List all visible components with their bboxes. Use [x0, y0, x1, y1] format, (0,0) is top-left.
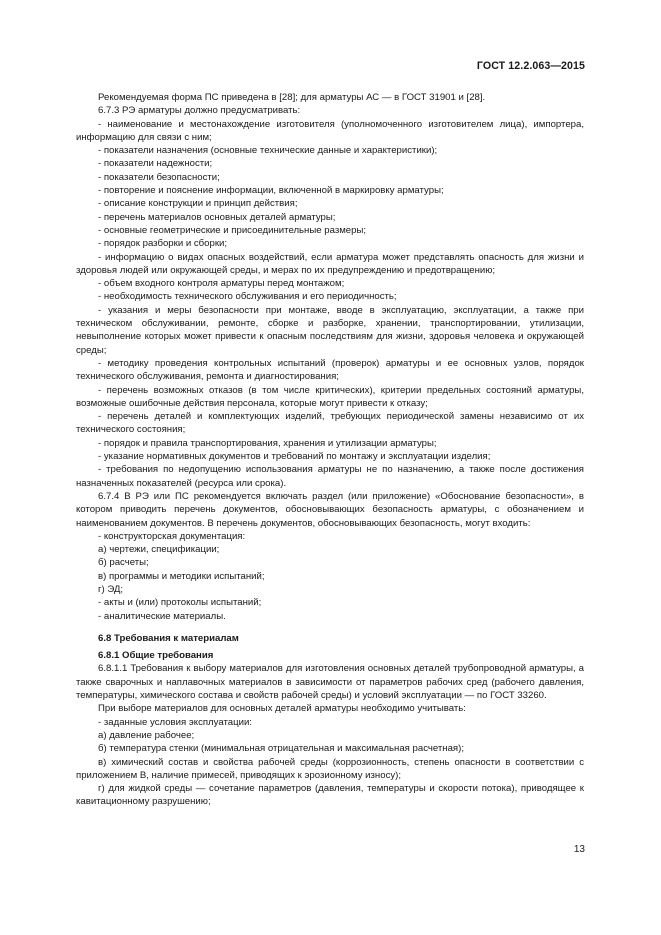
list-item: а) давление рабочее; — [98, 729, 195, 741]
list-item: - порядок и правила транспортирования, хранения и утилизации арматуры; — [98, 437, 437, 449]
list-item: - заданные условия эксплуатации: — [98, 716, 252, 728]
section-title: 6.8 Требования к материалам — [98, 632, 239, 644]
list-item: - основные геометрические и присоединительные размеры; — [98, 224, 367, 236]
list-item: - перечень возможных отказов (в том числе критических), критерии предельных состояний арматуры, возможные ошибочные действия персонала, которые могут привести к отказу; — [76, 384, 584, 409]
list-item: - требования по недопущению использования арматуры не по назначению, а также после достижения назначенных показателей (ресурса или срока). — [76, 464, 584, 489]
list-item: - показатели назначения (основные технические данные и характеристики); — [98, 145, 438, 157]
subsection-title: 6.8.1 Общие требования — [98, 650, 214, 662]
list-item: - указания и меры безопасности при монтаже, вводе в эксплуатацию, эксплуатации, а также при техническом обслуживании, ремонте, сборке и разборке, хранении, транспортировании, утилизации, невыполнение которых может привести к опасным последствиям для жизни, здоровья человека и окружающей среды; — [76, 304, 584, 356]
list-item: - информацию о видах опасных воздействий, если арматура может представлять опасность для жизни и здоровья людей или окружающей среды, и мерах по их предупреждению и предотвращению; — [76, 251, 584, 276]
list-item: а) чертежи, спецификации; — [98, 544, 220, 556]
clause-6-8-1-1: 6.8.1.1 Требования к выбору материалов для изготовления основных деталей трубопроводной арматуры, а также сварочных и наплавочных материалов в зависимости от параметров рабочих сред (рабочего давления, температуры, химического состава и свойств рабочей среды) и условий эксплуатации — по ГОСТ 33260. — [76, 663, 584, 702]
list-item: - аналитические материалы. — [98, 610, 226, 622]
list-item: в) программы и методики испытаний; — [98, 570, 265, 582]
list-item: - акты и (или) протоколы испытаний; — [98, 597, 262, 609]
list-item: г) для жидкой среды — сочетание параметров (давления, температуры и скорости потока), приводящее к кавитационному разрушению; — [76, 783, 584, 808]
list-item: - описание конструкции и принцип действия; — [98, 198, 298, 210]
list-item: б) температура стенки (минимальная отрицательная и максимальная расчетная); — [98, 743, 464, 755]
clause-6-7-4: 6.7.4 В РЭ или ПС рекомендуется включать раздел (или приложение) «Обоснование безопасности», в котором приводить перечень документов, обосновывающих безопасность арматуры, с обозначением и наименованием документов. В перечень документов, обосновывающих безопасность, могут входить: — [76, 490, 584, 529]
document-standard-header: ГОСТ 12.2.063—2015 — [476, 60, 585, 72]
list-item: - перечень деталей и комплектующих изделий, требующих периодической замены независимо от их технического состояния; — [76, 411, 584, 436]
paragraph: Рекомендуемая форма ПС приведена в [28]; для арматуры АС — в ГОСТ 31901 и [28]. — [98, 92, 486, 103]
list-item: б) расчеты; — [98, 557, 149, 569]
list-item: - объем входного контроля арматуры перед монтажом; — [98, 278, 345, 290]
list-item: - методику проведения контрольных испытаний (проверок) арматуры и ее основных узлов, порядок технического обслуживания, ремонта и диагностирования; — [76, 357, 584, 383]
list-item: - показатели безопасности; — [98, 171, 220, 183]
page-number: 13 — [573, 844, 585, 855]
clause-6-7-3: 6.7.3 РЭ арматуры должно предусматривать: — [98, 105, 301, 117]
list-item: г) ЭД; — [98, 583, 124, 595]
list-item: в) химический состав и свойства рабочей среды (коррозионность, степень опасности в соответствии с приложением В, наличие примесей, приводящих к эрозионному износу); — [76, 756, 584, 781]
list-item: - необходимость технического обслуживания и его периодичность; — [98, 291, 397, 303]
list-item: - перечень материалов основных деталей арматуры; — [98, 211, 336, 223]
paragraph: При выборе материалов для основных деталей арматуры необходимо учитывать: — [98, 703, 466, 715]
list-item: - показатели надежности; — [98, 158, 213, 170]
list-item: - указание нормативных документов и требований по монтажу и эксплуатации изделия; — [98, 451, 491, 463]
list-item: - наименование и местонахождение изготовителя (уполномоченного изготовителем лица), импортера, информацию для связи с ним; — [76, 118, 584, 143]
list-item: - конструкторская документация: — [98, 530, 246, 542]
list-item: - повторение и пояснение информации, включенной в маркировку арматуры; — [98, 185, 444, 197]
list-item: - порядок разборки и сборки; — [98, 238, 228, 250]
document-body — [76, 91, 584, 809]
